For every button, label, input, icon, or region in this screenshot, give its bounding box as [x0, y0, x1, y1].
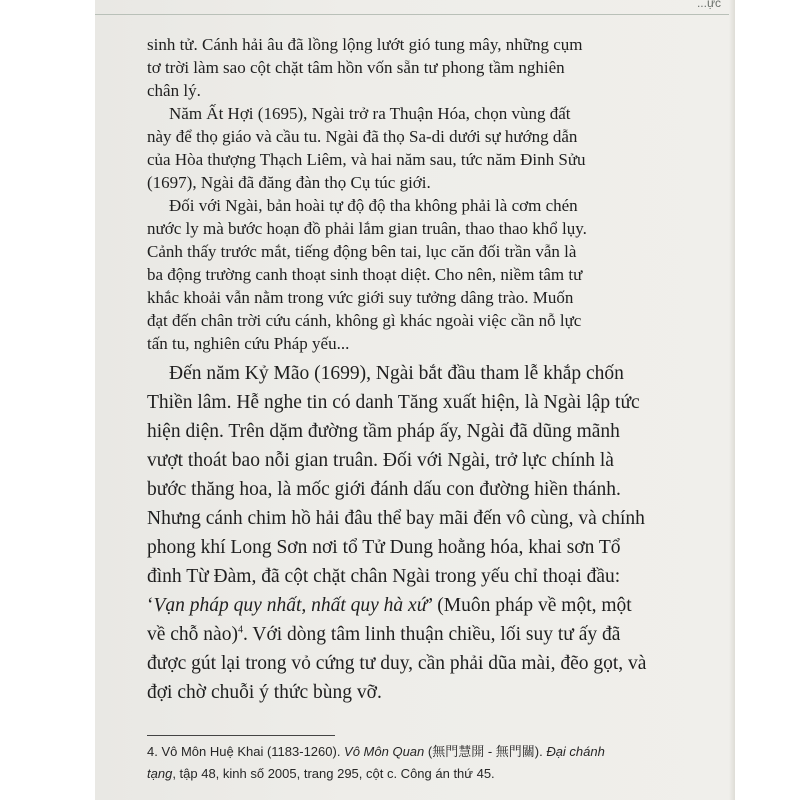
text-line: sinh tử. Cánh hải âu đã lồng lộng lướt gió tung mây, những cụm	[147, 35, 583, 54]
text-line: đình Từ Đàm, đã cột chặt chân Ngài trong yếu chỉ thoại đầu:	[147, 566, 621, 587]
footnote-line	[147, 741, 707, 763]
quote-translation: (Muôn pháp về một, một	[432, 595, 632, 616]
text-line: Cảnh thấy trước mắt, tiếng động bên tai, lục căn đối trần vẫn là	[147, 242, 577, 261]
text-line: ba động trường canh thoạt sinh thoạt diệt. Cho nên, niềm tâm tư	[147, 265, 583, 284]
text-line: đợi chờ chuỗi ý thức bùng vỡ.	[147, 682, 382, 703]
footnote	[147, 741, 707, 785]
paragraph-4	[147, 359, 695, 707]
footnote-collection-cont: tạng	[147, 766, 173, 781]
koan-quote: Vạn pháp quy nhất, nhất quy hà xứ	[153, 595, 428, 616]
quote-translation-end: về chỗ nào)	[147, 624, 238, 645]
footnote-reference[interactable]: 4	[237, 624, 243, 636]
text-line: tấn tu, nghiên cứu Pháp yếu...	[147, 334, 350, 353]
text-line: phong khí Long Sơn nơi tổ Tử Dung hoằng hóa, khai sơn Tổ	[147, 537, 621, 558]
footnote-details: , tập 48, kinh số 2005, trang 295, cột c. Công án thứ 45.	[172, 766, 495, 781]
text-line: Nhưng cánh chim hồ hải đâu thể bay mãi đến vô cùng, và chính	[147, 508, 645, 529]
paragraph-1	[147, 33, 695, 102]
quote-close: ’	[427, 595, 433, 616]
page-edge-shadow	[729, 0, 735, 800]
main-text	[147, 33, 695, 707]
text-line: bước thăng hoa, là mốc giới đánh dấu con đường hiền thánh.	[147, 479, 621, 500]
paragraph-2	[147, 102, 695, 194]
text-segment: . Với dòng tâm linh thuận chiều, lối suy tư ấy đã	[242, 624, 621, 645]
text-line: hiện diện. Trên dặm đường tầm pháp ấy, Ngài đã dũng mãnh	[147, 421, 620, 442]
footnote-line	[147, 763, 707, 785]
text-line: Năm Ất Hợi (1695), Ngài trở ra Thuận Hóa, chọn vùng đất	[169, 104, 571, 123]
text-line: Đối với Ngài, bản hoài tự độ độ tha không phải là cơm chén	[169, 196, 578, 215]
paragraph-3	[147, 194, 695, 355]
footnote-chinese: (無門慧開 - 無門關).	[424, 744, 547, 759]
text-line	[147, 620, 695, 649]
text-line: này để thọ giáo và cầu tu. Ngài đã thọ Sa-di dưới sự hướng dẫn	[147, 127, 578, 146]
book-page	[95, 0, 735, 800]
text-line: tơ trời làm sao cột chặt tâm hồn vốn sẵn tư phong tầm nghiên	[147, 58, 565, 77]
text-line: Thiền lâm. Hễ nghe tin có danh Tăng xuất hiện, là Ngài lập tức	[147, 392, 640, 413]
quote-line	[147, 591, 695, 620]
text-line: (1697), Ngài đã đăng đàn thọ Cụ túc giới.	[147, 173, 431, 192]
running-title: ...ực	[696, 0, 721, 10]
footnote-work-title: Vô Môn Quan	[344, 744, 425, 759]
footnote-collection: Đại chánh	[546, 744, 605, 759]
text-line: vượt thoát bao nỗi gian truân. Đối với Ngài, trở lực chính là	[147, 450, 614, 471]
text-line: của Hòa thượng Thạch Liêm, và hai năm sau, tức năm Đinh Sửu	[147, 150, 586, 169]
text-line: khắc khoải vẫn nằm trong vức giới suy tưởng dâng trào. Muốn	[147, 288, 574, 307]
text-line: chân lý.	[147, 81, 201, 100]
footnote-separator	[147, 735, 335, 736]
text-line: Đến năm Kỷ Mão (1699), Ngài bắt đầu tham lễ khắp chốn	[169, 363, 624, 384]
quote-open: ‘	[147, 595, 154, 616]
text-line: đạt đến chân trời cứu cánh, không gì khác ngoài việc cần nỗ lực	[147, 311, 582, 330]
text-line: nước ly mà bước hoạn đồ phải lắm gian truân, thao thao khổ lụy.	[147, 219, 587, 238]
text-line: được gút lại trong vỏ cứng tư duy, cần phải dũa mài, đẽo gọt, và	[147, 653, 647, 674]
running-header	[95, 0, 735, 15]
footnote-author: 4. Vô Môn Huệ Khai (1183-1260).	[147, 744, 345, 759]
